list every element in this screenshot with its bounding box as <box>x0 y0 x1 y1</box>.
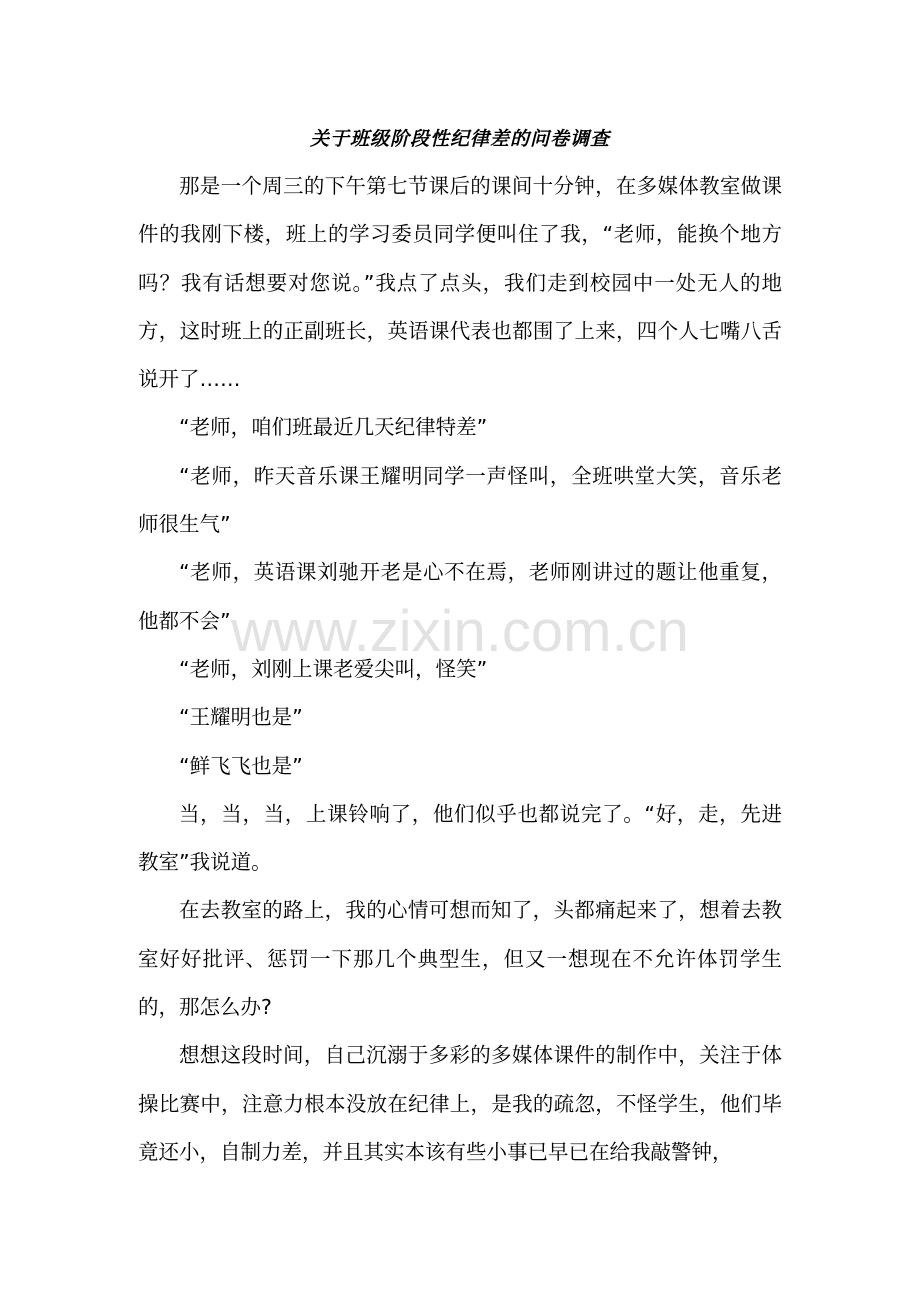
paragraph: “老师，昨天音乐课王耀明同学一声怪叫，全班哄堂大笑，音乐老师很生气” <box>138 463 782 537</box>
paragraph: 当，当，当，上课铃响了，他们似乎也都说完了。“好，走，先进教室”我说道。 <box>138 801 782 875</box>
document-title: 关于班级阶段性纪律差的问卷调查 <box>309 128 610 150</box>
watermark: www.zixin.com.cn <box>231 599 689 664</box>
document-body <box>138 162 782 1176</box>
paragraph: 在去教室的路上，我的心情可想而知了，头都痛起来了，想着去教室好好批评、惩罚一下那几个典型生，但又一想现在不允许体罚学生的，那怎么办? <box>138 898 782 1020</box>
paragraph: “王耀明也是” <box>179 705 303 730</box>
paragraph: “老师，英语课刘驰开老是心不在焉，老师刚讲过的题让他重复，他都不会” <box>138 560 782 633</box>
paragraph: “老师，咱们班最近几天纪律特差” <box>179 415 488 440</box>
paragraph: “老师，刘刚上课老爱尖叫，怪笑” <box>179 656 488 681</box>
paragraph: 想想这段时间，自己沉溺于多彩的多媒体课件的制作中，关注于体操比赛中，注意力根本没放在纪律上，是我的疏忽，不怪学生，他们毕竟还小，自制力差，并且其实本该有些小事已早已在给我敲警钟， <box>138 1043 782 1164</box>
paragraph: 那是一个周三的下午第七节课后的课间十分钟，在多媒体教室做课件的我刚下楼，班上的学习委员同学便叫住了我，“老师，能换个地方吗？我有话想要对您说。”我点了点头，我们走到校园中一处无人的地方，这时班上的正副班长，英语课代表也都围了上来，四个人七嘴八舌说开了…… <box>138 174 782 392</box>
paragraph: “鲜飞飞也是” <box>179 753 303 778</box>
